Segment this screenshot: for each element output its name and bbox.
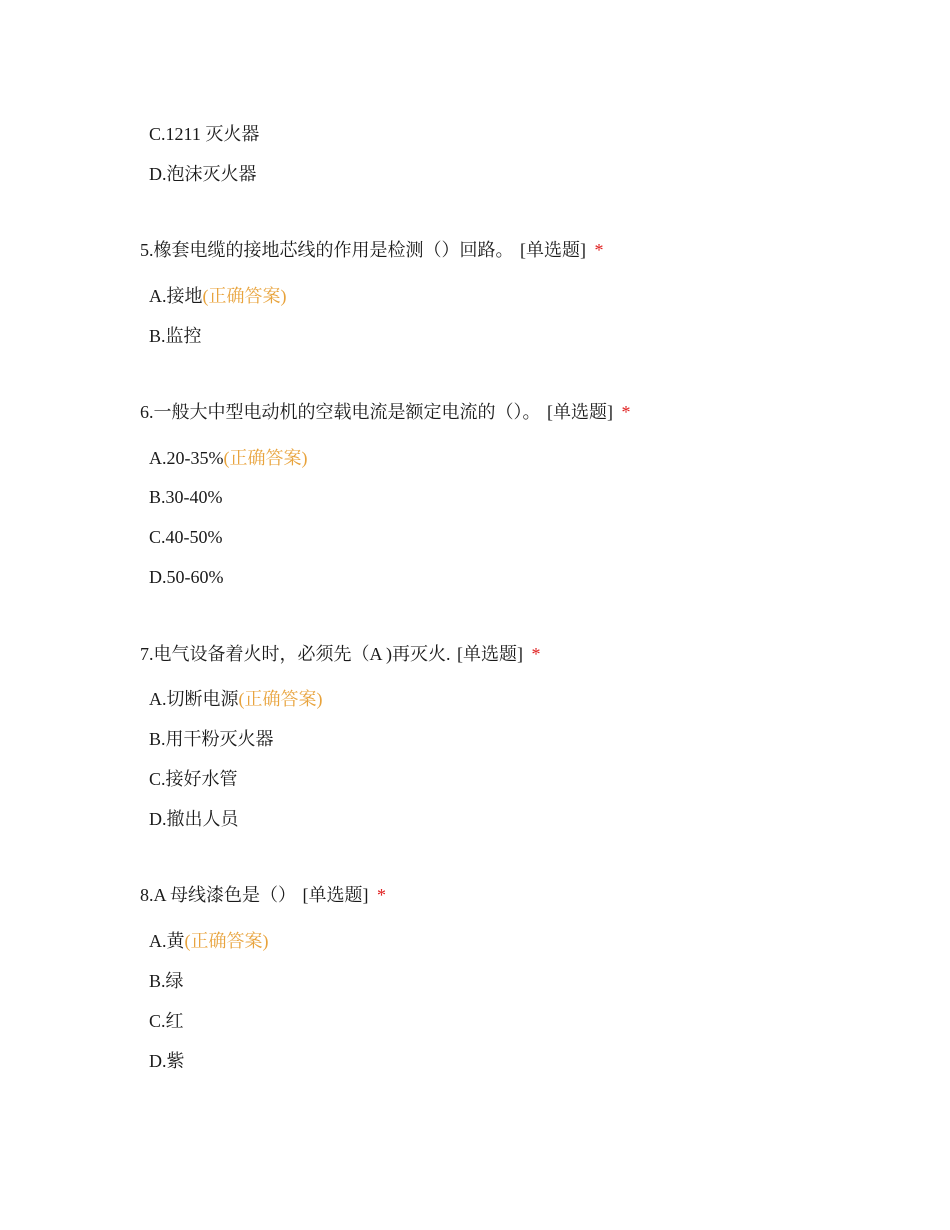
question-type: [单选题] <box>302 885 369 905</box>
option-text: D.50-60% <box>149 567 224 587</box>
option-text: A.切断电源 <box>149 689 239 709</box>
option-c <box>149 1009 184 1033</box>
option-b <box>149 324 202 348</box>
question-type: [单选题] <box>457 644 523 664</box>
option-text: C.红 <box>149 1011 184 1031</box>
option-b <box>149 485 223 509</box>
question-6 <box>140 400 631 424</box>
correct-answer-tag: (正确答案) <box>202 286 287 306</box>
option-text: B.用干粉灭火器 <box>149 729 274 749</box>
question-5 <box>140 238 604 262</box>
question-text: 7.电气设备着火时，必须先（A )再灭火. <box>140 644 451 664</box>
question-text: 8.A 母线漆色是（） <box>140 885 297 905</box>
option-text: B.监控 <box>149 326 202 346</box>
option-a <box>149 929 269 953</box>
option-text: C.接好水管 <box>149 769 238 789</box>
option-d <box>149 162 257 186</box>
required-mark: * <box>594 240 604 260</box>
correct-answer-tag: (正确答案) <box>238 689 323 709</box>
option-text: B.绿 <box>149 971 184 991</box>
option-c <box>149 767 238 791</box>
question-text: 6.一般大中型电动机的空载电流是额定电流的（）。 <box>140 402 541 422</box>
option-a <box>149 687 323 711</box>
option-text: D.紫 <box>149 1051 185 1071</box>
required-mark: * <box>621 402 631 422</box>
option-text: D.撤出人员 <box>149 809 239 829</box>
option-b <box>149 969 184 993</box>
required-mark: * <box>531 644 541 664</box>
option-text: A.20-35% <box>149 448 224 468</box>
option-text: A.接地 <box>149 286 203 306</box>
option-text: B.30-40% <box>149 487 223 507</box>
required-mark: * <box>377 885 387 905</box>
option-text: C.1211 灭火器 <box>149 124 260 144</box>
option-text: A.黄 <box>149 931 185 951</box>
option-text: D.泡沫灭火器 <box>149 164 257 184</box>
option-c <box>149 122 259 146</box>
question-7 <box>140 642 541 666</box>
option-d <box>149 807 239 831</box>
option-a <box>149 284 287 308</box>
option-a <box>149 446 308 470</box>
question-8 <box>140 883 386 907</box>
option-d <box>149 565 224 589</box>
question-text: 5.橡套电缆的接地芯线的作用是检测（）回路。 <box>140 240 514 260</box>
option-d <box>149 1049 185 1073</box>
question-type: [单选题] <box>520 240 586 260</box>
correct-answer-tag: (正确答案) <box>184 931 269 951</box>
option-text: C.40-50% <box>149 527 223 547</box>
option-c <box>149 525 223 549</box>
correct-answer-tag: (正确答案) <box>223 448 308 468</box>
option-b <box>149 727 274 751</box>
question-type: [单选题] <box>547 402 613 422</box>
